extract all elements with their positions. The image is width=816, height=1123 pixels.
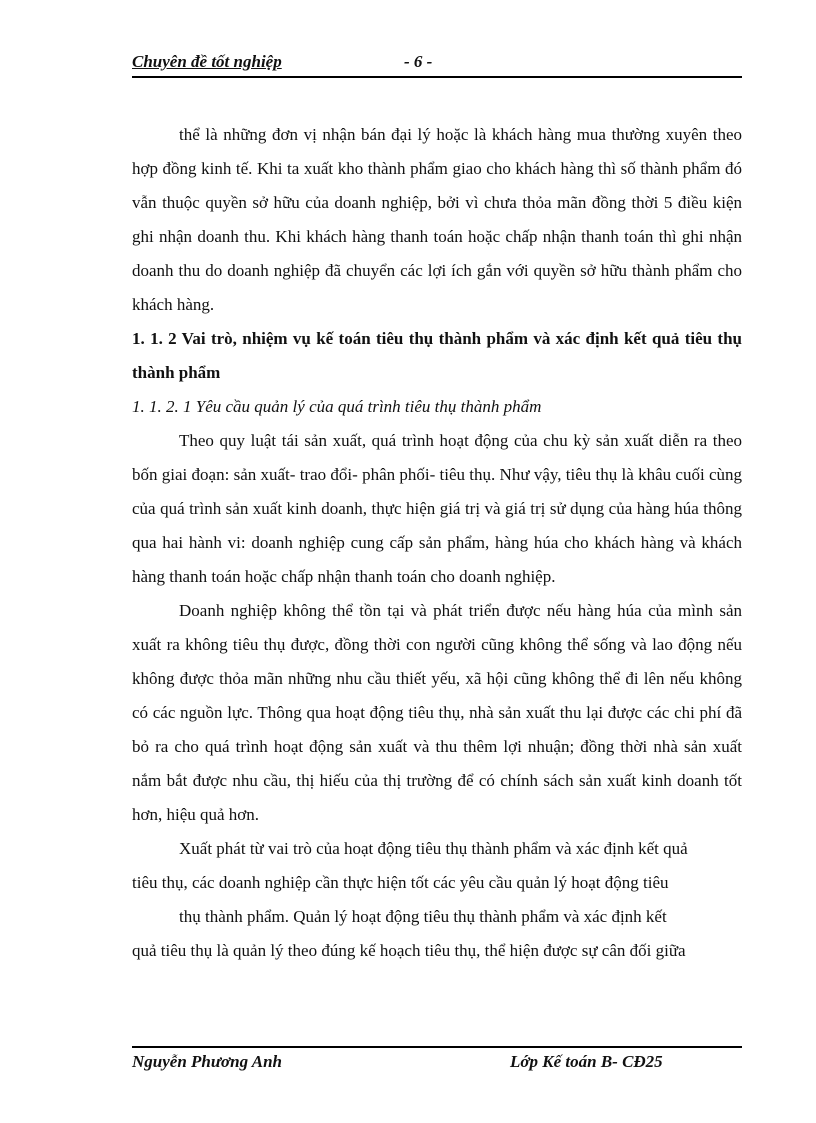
document-title: Chuyên đề tốt nghiệp [132, 52, 282, 71]
page-body [132, 118, 742, 968]
paragraph-4-line-1: Xuất phát từ vai trò của hoạt động tiêu thụ thành phẩm và xác định kết quả [179, 839, 688, 858]
paragraph-3: Doanh nghiệp không thể tồn tại và phát triển được nếu hàng húa của mình sản xuất ra không tiêu thụ được, đồng thời con người cũng không thể sống và lao động nếu không được thỏa mãn những nhu cầu thiết yếu, xã hội cũng không thể đi lên nếu không có các nguồn lực. Thông qua hoạt động tiêu thụ, nhà sản xuất thu lại được các chi phí đã bỏ ra cho quá trình hoạt động sản xuất và thu thêm lợi nhuận; đồng thời nhà sản xuất nắm bắt được nhu cầu, thị hiếu của thị trường để có chính sách sản xuất kinh doanh tốt hơn, hiệu quả hơn. [132, 601, 742, 824]
header-divider [132, 76, 742, 78]
paragraph-4-line-2: tiêu thụ, các doanh nghiệp cần thực hiện tốt các yêu cầu quản lý hoạt động tiêu [132, 873, 669, 892]
page-header [132, 52, 742, 76]
author-name: Nguyễn Phương Anh [132, 1052, 282, 1071]
paragraph-4 [132, 832, 742, 968]
subsection-heading: 1. 1. 2. 1 Yêu cầu quản lý của quá trình tiêu thụ thành phẩm [132, 397, 542, 416]
class-name: Lớp Kế toán B- CĐ25 [510, 1052, 663, 1071]
section-heading: 1. 1. 2 Vai trò, nhiệm vụ kế toán tiêu thụ thành phẩm và xác định kết quả tiêu thụ thành phẩm [132, 329, 742, 382]
paragraph-2: Theo quy luật tái sản xuất, quá trình hoạt động của chu kỳ sản xuất diễn ra theo bốn giai đoạn: sản xuất- trao đổi- phân phối- tiêu thụ. Như vậy, tiêu thụ là khâu cuối cùng của quá trình sản xuất kinh doanh, thực hiện giá trị và giá trị sử dụng của hàng húa thông qua hai hành vi: doanh nghiệp cung cấp sản phẩm, hàng húa cho khách hàng và khách hàng thanh toán hoặc chấp nhận thanh toán cho doanh nghiệp. [132, 431, 742, 586]
paragraph-1: thể là những đơn vị nhận bán đại lý hoặc là khách hàng mua thường xuyên theo hợp đồng kinh tế. Khi ta xuất kho thành phẩm giao cho khách hàng thì số thành phẩm đó vẫn thuộc quyền sở hữu của doanh nghiệp, bởi vì chưa thỏa mãn đồng thời 5 điều kiện ghi nhận doanh thu. Khi khách hàng thanh toán hoặc chấp nhận thanh toán thì ghi nhận doanh thu do doanh nghiệp đã chuyển các lợi ích gắn với quyền sở hữu thành phẩm cho khách hàng. [132, 125, 742, 314]
page-number: - 6 - [404, 52, 433, 71]
footer-divider [132, 1046, 742, 1048]
paragraph-4-line-4: quả tiêu thụ là quản lý theo đúng kế hoạch tiêu thụ, thể hiện được sự cân đối giữa [132, 941, 686, 960]
paragraph-4-line-3: thụ thành phẩm. Quản lý hoạt động tiêu thụ thành phẩm và xác định kết [179, 907, 667, 926]
